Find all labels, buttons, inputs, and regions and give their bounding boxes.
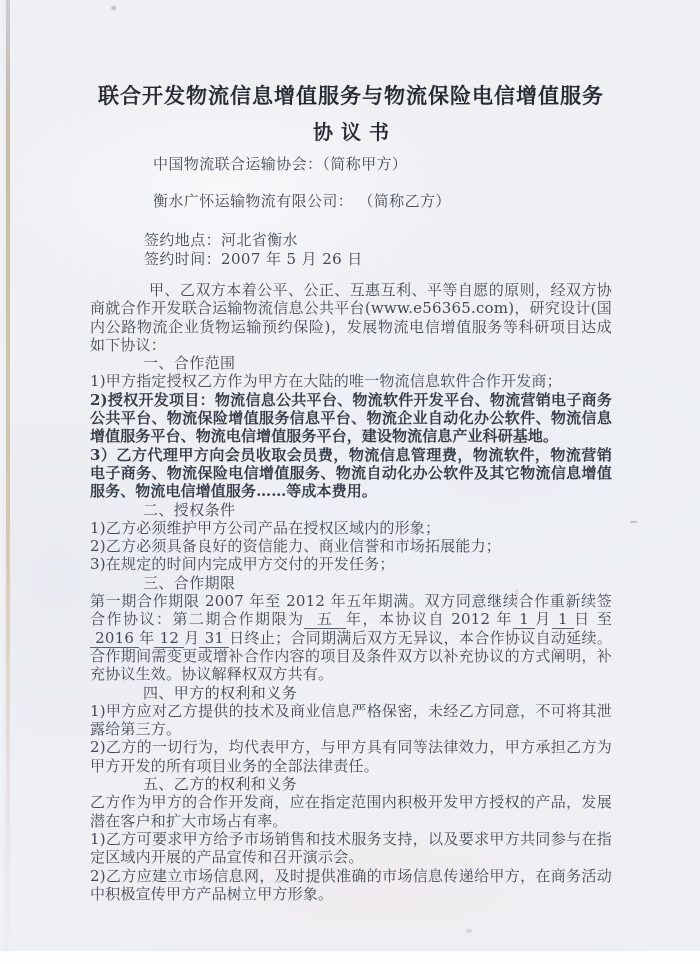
section-5-item-2: 2)乙方应建立市场信息网，及时提供准确的市场信息传递给甲方，在商务活动中积极宣传甲方产品树立甲方形象。: [90, 866, 612, 903]
section-2-item-3: 3)在规定的时间内完成甲方交付的开发任务；: [90, 555, 395, 574]
preamble-paragraph: 甲、乙双方本着公平、公正、互惠互利、平等自愿的原则，经双方协商就合作开发联合运输物流信息公共平台(www.e56365.com)，研究设计(国内公路物流企业货物运输预约保险)，发展物流电信增值服务等科研项目达成如下协议：: [90, 281, 612, 354]
section-4-item-1: 1)甲方应对乙方提供的技术及商业信息严格保密，未经乙方同意，不可将其泄露给第三方。: [90, 701, 612, 739]
section-3-term-paragraph: [90, 592, 612, 683]
section-5-intro: 乙方作为甲方的合作开发商，应在指定范围内积极开发甲方授权的产品，发展潜在客户和扩大市场占有率。: [90, 793, 612, 830]
scan-speck: [630, 521, 637, 523]
section-3-heading: 三、合作期限: [143, 573, 236, 592]
term-text: 日终止；合同期满后双方无异议，本合作协议自动延续。合作期间需变更或增补合作内容的项目及条件双方以补充协议的方式阐明，补充协议生效。协议解释权双方共有。: [90, 628, 612, 684]
term-start-day-blank: 1: [551, 610, 575, 629]
scan-left-edge-artifact: [6, 0, 10, 952]
section-1-item-2: 2)授权开发项目：物流信息公共平台、物流软件开发平台、物流营销电子商务公共平台、物流保险增值服务信息平台、物流企业自动化办公软件、物流信息增值服务平台、物流电信增值服务平台，建设物流信息产业科研基地。: [90, 390, 612, 446]
section-2-heading: 二、授权条件: [143, 500, 236, 519]
section-5-heading: 五、乙方的权利和义务: [143, 775, 298, 794]
party-b-line: 衡水广怀运输物流有限公司： （简称乙方）: [153, 192, 451, 210]
document-content: [90, 0, 612, 903]
document-title: 联合开发物流信息增值服务与物流保险电信增值服务: [98, 84, 604, 108]
sign-date-line: 签约时间：2007 年 5 月 26 日: [144, 249, 363, 268]
term-text: 日 至: [574, 610, 613, 629]
section-1-item-3: 3）乙方代理甲方向会员收取会员费，物流信息管理费，物流软件，物流营销电子商务、物流保险电信增值服务、物流自动化办公软件及其它物流信息增值服务、物流电信增值服务……等成本费用。: [90, 445, 612, 501]
party-a-line: 中国物流联合运输协会：（简称甲方）: [153, 155, 408, 173]
term-end-day-blank: 31: [199, 628, 230, 647]
term-end-year-blank: 2016: [90, 628, 140, 647]
scan-speck: [466, 929, 472, 933]
section-2-item-1: 1)乙方必须维护甲方公司产品在授权区域内的形象；: [90, 518, 441, 537]
section-2-item-2: 2)乙方必须具备良好的资信能力、商业信誉和市场拓展能力；: [90, 537, 501, 556]
term-text: 月: [535, 610, 552, 629]
term-text: 年，本协议自 2012 年: [346, 610, 513, 629]
term-duration-blank: 五: [304, 610, 347, 629]
document-subtitle: 协议书: [313, 120, 397, 144]
sign-location-line: 签约地点：河北省衡水: [144, 231, 299, 249]
term-text: 第一期合作期限 2007 年至 2012 年五年期满。双方同意继续合作重新续签合作协议：第二期合作期限为: [90, 592, 612, 629]
section-4-item-2: 2)乙方的一切行为，均代表甲方，与甲方具有同等法律效力，甲方承担乙方为甲方开发的所有项目业务的全部法律责任。: [90, 738, 612, 775]
term-start-month-blank: 1: [513, 610, 536, 629]
section-4-heading: 四、甲方的权利和义务: [143, 683, 298, 702]
scan-bottom-white-strip: [0, 951, 700, 964]
term-end-month-blank: 12: [154, 628, 185, 647]
term-text: 月: [184, 628, 200, 647]
section-5-item-1: 1)乙方可要求甲方给予市场销售和技术服务支持，以及要求甲方共同参与在指定区域内开展的产品宣传和召开演示会。: [90, 829, 612, 867]
section-1-heading: 一、合作范围: [143, 354, 236, 373]
section-1-item-1: 1)甲方指定授权乙方作为甲方在大陆的唯一物流信息软件合作开发商；: [90, 372, 562, 391]
term-text: 年: [139, 628, 155, 647]
